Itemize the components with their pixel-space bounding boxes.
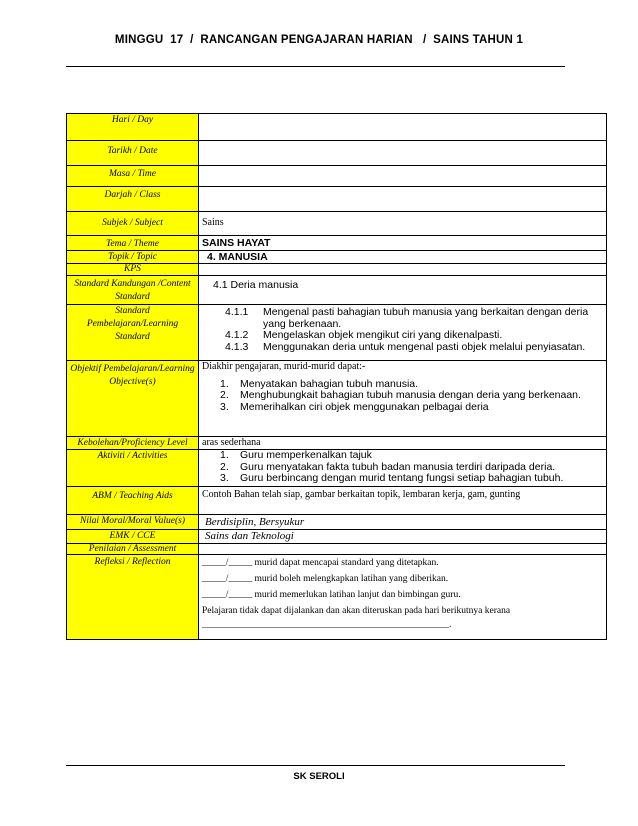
standard-pembelajaran-list	[199, 305, 607, 361]
row-refleksi	[67, 555, 607, 640]
row-kebolehan	[67, 437, 607, 450]
value-abm: Contoh Bahan telah siap, gambar berkaitan topik, lembaran kerja, gam, gunting	[199, 487, 607, 515]
label-tarikh: Tarikh / Date	[67, 141, 199, 166]
item-number: 2.	[220, 460, 229, 473]
refleksi-line: Pelajaran tidak dapat dijalankan dan akan diteruskan pada hari berikutnya kerana	[202, 606, 511, 616]
label-masa: Masa / Time	[67, 166, 199, 187]
label-kps: KPS	[67, 264, 199, 276]
list-item	[225, 342, 603, 354]
refleksi-line: _____/_____ murid dapat mencapai standard yang ditetapkan.	[202, 558, 439, 568]
label-kebolehan: Kebolehan/Proficiency Level	[67, 437, 199, 450]
row-standard-kandungan	[67, 276, 607, 305]
value-tema: SAINS HAYAT	[199, 236, 607, 251]
list-item	[220, 390, 603, 402]
label-topik: Topik / Topic	[67, 251, 199, 264]
page-header-title: MINGGU 17 / RANCANGAN PENGAJARAN HARIAN / SAINS TAHUN 1	[114, 34, 524, 46]
value-nilai: Berdisiplin, Bersyukur	[199, 515, 607, 530]
label-abm: ABM / Teaching Aids	[67, 487, 199, 515]
list-item	[220, 402, 603, 414]
row-masa	[67, 166, 607, 187]
objektif-cell	[199, 361, 607, 437]
item-number: 2.	[220, 389, 229, 401]
objektif-intro: Diakhir pengajaran, murid-murid dapat:-	[202, 361, 366, 372]
value-topik: 4. MANUSIA	[199, 251, 607, 264]
list-item	[220, 473, 603, 485]
label-refleksi: Refleksi / Reflection	[67, 555, 199, 640]
item-text: Mengelaskan objek mengikut ciri yang dikenalpasti.	[263, 329, 503, 341]
item-number: 4.1.3	[225, 340, 249, 353]
row-darjah	[67, 187, 607, 212]
value-emk: Sains dan Teknologi	[199, 530, 607, 544]
label-darjah: Darjah / Class	[67, 187, 199, 212]
label-standard-kandungan: Standard Kandungan /Content Standard	[67, 276, 199, 305]
value-tarikh	[199, 141, 607, 166]
row-penilaian	[67, 544, 607, 555]
label-hari: Hari / Day	[67, 114, 199, 141]
row-objektif	[67, 361, 607, 437]
row-tema	[67, 236, 607, 251]
refleksi-line: _____/_____ murid boleh melengkapkan latihan yang diberikan.	[202, 574, 449, 584]
row-kps	[67, 264, 607, 276]
row-aktiviti	[67, 450, 607, 487]
footer-school-name: SK SEROLI	[293, 771, 345, 782]
item-number: 1.	[220, 377, 229, 390]
value-kps	[199, 264, 607, 276]
footer-divider	[66, 765, 565, 766]
row-subjek	[67, 212, 607, 236]
item-text: Memerihalkan ciri objek menggunakan pelbagai deria	[240, 400, 489, 413]
refleksi-line: ____________________________________________________.	[202, 620, 452, 630]
refleksi-line: _____/_____ murid memerlukan latihan lanjut dan bimbingan guru.	[202, 590, 461, 600]
value-hari	[199, 114, 607, 141]
label-standard-pembelajaran: Standard Pembelajaran/Learning Standard	[67, 305, 199, 361]
row-nilai	[67, 515, 607, 530]
label-aktiviti: Aktiviti / Activities	[67, 450, 199, 487]
value-kebolehan: aras sederhana	[199, 437, 607, 450]
item-text: Menghubungkait bahagian tubuh manusia dengan deria yang berkenaan.	[240, 389, 581, 401]
item-number: 4.1.2	[225, 329, 249, 341]
label-objektif: Objektif Pembelajaran/Learning Objective(s)	[67, 361, 199, 437]
item-text: Mengenal pasti bahagian tubuh manusia yang berkaitan dengan deria yang berkenaan.	[263, 306, 589, 330]
aktiviti-cell	[199, 450, 607, 487]
item-number: 3.	[220, 400, 229, 413]
value-penilaian	[199, 544, 607, 555]
list-item	[225, 330, 603, 342]
label-tema: Tema / Theme	[67, 236, 199, 251]
row-topik	[67, 251, 607, 264]
row-abm	[67, 487, 607, 515]
header-divider	[66, 66, 565, 67]
item-number: 4.1.1	[225, 306, 249, 318]
item-number: 1.	[220, 449, 229, 461]
lesson-plan-table	[66, 113, 607, 640]
refleksi-cell	[199, 555, 607, 640]
value-standard-kandungan: 4.1 Deria manusia	[199, 276, 607, 305]
row-standard-pembelajaran	[67, 305, 607, 361]
list-item	[225, 307, 603, 330]
item-text: Guru menyatakan fakta tubuh badan manusia terdiri daripada deria.	[240, 460, 556, 473]
item-text: Guru berbincang dengan murid tentang fungsi setiap bahagian tubuh.	[240, 472, 564, 484]
row-tarikh	[67, 141, 607, 166]
item-text: Guru memperkenalkan tajuk	[240, 449, 372, 461]
row-hari	[67, 114, 607, 141]
row-emk	[67, 530, 607, 544]
item-number: 3.	[220, 472, 229, 484]
label-subjek: Subjek / Subject	[67, 212, 199, 236]
list-item	[220, 450, 603, 462]
item-text: Menyatakan bahagian tubuh manusia.	[240, 377, 419, 390]
value-masa	[199, 166, 607, 187]
label-emk: EMK / CCE	[67, 530, 199, 544]
value-subjek: Sains	[199, 212, 607, 236]
value-darjah	[199, 187, 607, 212]
item-text: Menggunakan deria untuk mengenal pasti objek melalui penyiasatan.	[263, 340, 586, 353]
label-penilaian: Penilaian / Assessment	[67, 544, 199, 555]
label-nilai: Nilai Moral/Moral Value(s)	[67, 515, 199, 530]
